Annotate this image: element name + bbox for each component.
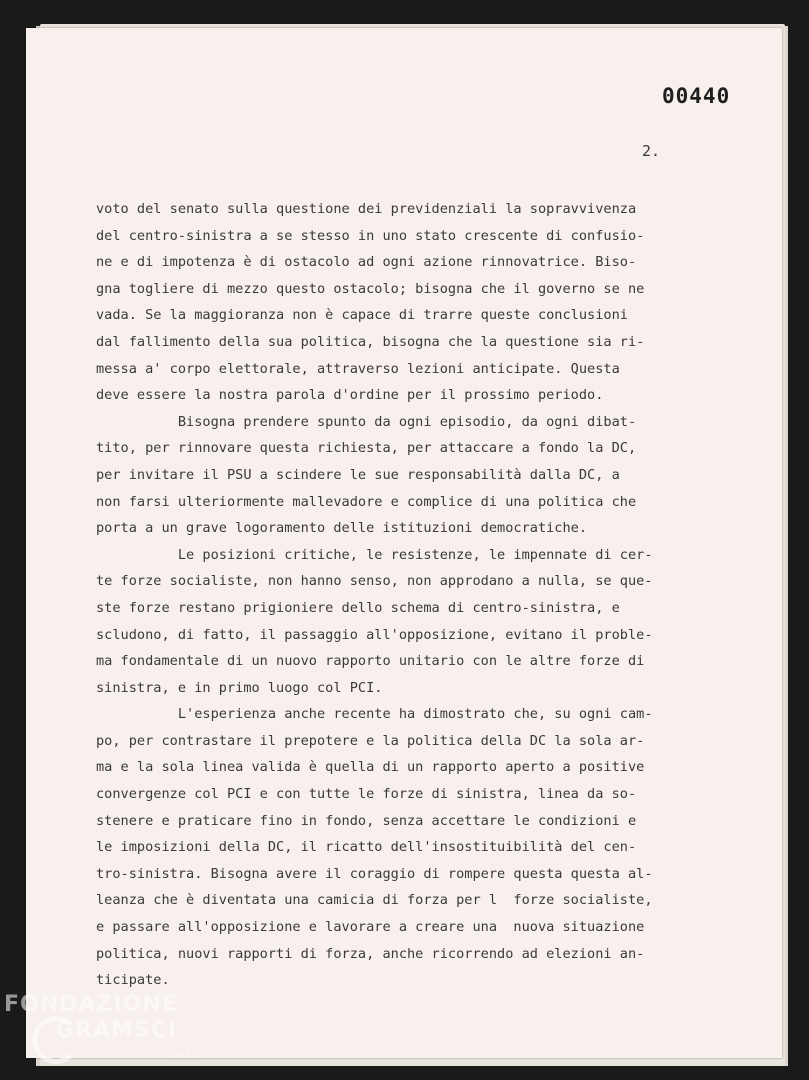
text-line: convergenze col PCI e con tutte le forze di sinistra, linea da so-: [96, 786, 637, 803]
page-number: 2.: [642, 142, 661, 160]
text-line: gna togliere di mezzo questo ostacolo; bisogna che il governo se ne: [96, 280, 645, 297]
text-line: stenere e praticare fino in fondo, senza accettare le condizioni e: [96, 812, 637, 829]
watermark-line-2: GRAMSCI: [56, 1018, 178, 1043]
watermark-line-3: ONLUS: [166, 1050, 202, 1060]
text-line: deve essere la nostra parola d'ordine per il prossimo periodo.: [96, 387, 604, 404]
text-line: sinistra, e in primo luogo col PCI.: [96, 679, 383, 696]
text-line: del centro-sinistra a se stesso in uno stato crescente di confusio-: [96, 227, 645, 244]
watermark-line-1: FONDAZIONE: [4, 992, 178, 1017]
text-line: vada. Se la maggioranza non è capace di trarre queste conclusioni: [96, 307, 628, 324]
fondazione-gramsci-watermark: [4, 992, 204, 1072]
text-line: non farsi ulteriormente mallevadore e complice di una politica che: [96, 493, 637, 510]
text-line: po, per contrastare il prepotere e la politica della DC la sola ar-: [96, 732, 645, 749]
typewritten-body: [96, 196, 756, 994]
text-line: le imposizioni della DC, il ricatto dell'insostituibilità del cen-: [96, 839, 637, 856]
text-line: voto del senato sulla questione dei previdenziali la sopravvivenza: [96, 201, 637, 217]
text-line: scludono, di fatto, il passaggio all'opposizione, evitano il proble-: [96, 626, 653, 643]
text-line: te forze socialiste, non hanno senso, non approdano a nulla, se que-: [96, 573, 653, 590]
text-line: politica, nuovi rapporti di forza, anche ricorrendo ad elezioni an-: [96, 945, 645, 962]
text-line: Le posizioni critiche, le resistenze, le impennate di cer-: [96, 546, 653, 563]
text-line: ne e di impotenza è di ostacolo ad ogni azione rinnovatrice. Biso-: [96, 254, 637, 271]
text-line: L'esperienza anche recente ha dimostrato che, su ogni cam-: [96, 706, 653, 723]
text-line: per invitare il PSU a scindere le sue responsabilità dalla DC, a: [96, 466, 620, 483]
archive-number: 00440: [662, 84, 731, 108]
text-line: leanza che è diventata una camicia di forza per l forze socialiste,: [96, 892, 653, 909]
text-line: ma fondamentale di un nuovo rapporto unitario con le altre forze di: [96, 653, 645, 670]
text-line: Bisogna prendere spunto da ogni episodio, da ogni dibat-: [96, 413, 637, 430]
text-line: messa a' corpo elettorale, attraverso lezioni anticipate. Questa: [96, 360, 620, 377]
text-line: tro-sinistra. Bisogna avere il coraggio di rompere questa questa al-: [96, 865, 653, 882]
text-line: tito, per rinnovare questa richiesta, per attaccare a fondo la DC,: [96, 440, 637, 457]
text-line: ticipate.: [96, 972, 170, 989]
text-line: e passare all'opposizione e lavorare a creare una nuova situazione: [96, 919, 645, 936]
text-line: dal fallimento della sua politica, bisogna che la questione sia ri-: [96, 333, 645, 350]
text-line: ma e la sola linea valida è quella di un rapporto aperto a positive: [96, 759, 645, 776]
text-line: porta a un grave logoramento delle istituzioni democratiche.: [96, 520, 588, 537]
text-line: ste forze restano prigioniere dello schema di centro-sinistra, e: [96, 599, 620, 616]
